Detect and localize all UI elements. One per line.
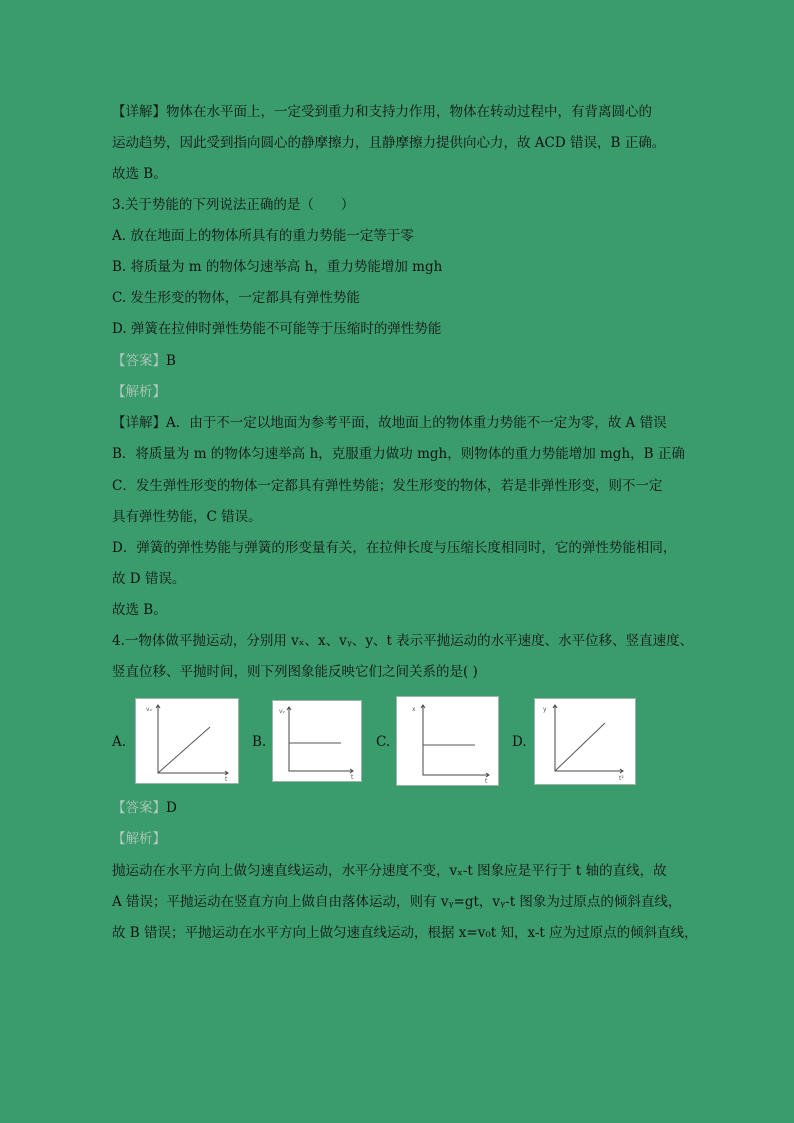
q3-answer [112, 351, 687, 371]
graph-b-axes [289, 707, 353, 771]
graph-b-xlabel: t [351, 774, 354, 781]
graph-a [136, 699, 238, 783]
graph-a-line [158, 727, 210, 773]
graph-c-axes [423, 705, 489, 775]
q4-analysis-line-1: 抛运动在水平方向上做匀速直线运动，水平分速度不变，vₓ-t 图象应是平行于 t 轴的直线，故 [112, 863, 667, 879]
figure-option-a-label: A. [112, 734, 127, 750]
q2-detail-line-1: 【详解】物体在水平面上，一定受到重力和支持力作用，物体在转动过程中，有背离圆心的 [112, 104, 652, 120]
q4-stem-line-1: 4.一物体做平抛运动，分别用 vₓ、x、vᵧ、y、t 表示平抛运动的水平速度、水平位移、竖直速度、 [112, 633, 694, 649]
q3-analysis-tag: 【解析】 [112, 384, 166, 400]
q4-analysis-tag: 【解析】 [112, 831, 166, 847]
figure-option-b [272, 700, 362, 782]
answer-value: B [166, 353, 176, 369]
graph-d-xlabel: t² [619, 775, 624, 782]
graph-d-line [555, 723, 605, 771]
q4-stem-line-2: 竖直位移、平抛时间，则下列图象能反映它们之间关系的是( ) [112, 664, 478, 680]
graph-d-ylabel: y [543, 706, 547, 713]
figure-option-c-label: C. [376, 734, 391, 750]
figure-option-b-label: B. [252, 734, 267, 750]
figure-option-c [396, 696, 499, 786]
graph-b [273, 701, 361, 781]
q3-detail-line-3: C．发生弹性形变的物体一定都具有弹性势能；发生形变的物体，若是非弹性形变，则不一定 [112, 478, 663, 494]
q4-analysis-line-2: A 错误；平抛运动在竖直方向上做自由落体运动，则有 vᵧ=gt，vᵧ-t 图象为过原点的倾斜直线， [112, 894, 682, 910]
graph-b-ylabel: vᵧ [279, 708, 285, 715]
q3-detail-line-5: D．弹簧的弹性势能与弹簧的形变量有关，在拉伸长度与压缩长度相同时，它的弹性势能相同， [112, 540, 677, 556]
q4-analysis-line-3: 故 B 错误；平抛运动在水平方向上做匀速直线运动，根据 x=v₀t 知，x-t 应为过原点的倾斜直线， [112, 925, 698, 941]
graph-a-xlabel: t [225, 776, 228, 783]
q2-conclusion: 故选 B。 [112, 166, 167, 182]
q3-detail-line-6: 故 D 错误。 [112, 571, 186, 587]
q3-detail-line-2: B．将质量为 m 的物体匀速举高 h，克服重力做功 mgh，则物体的重力势能增加 mgh，B 正确 [112, 446, 685, 462]
figure-option-a [135, 698, 239, 784]
q3-detail-line-1: 【详解】A．由于不一定以地面为参考平面，故地面上的物体重力势能不一定为零，故 A 错误 [112, 415, 667, 431]
q3-detail-line-4: 具有弹性势能，C 错误。 [112, 509, 262, 525]
answer-value: D [166, 800, 177, 816]
graph-a-ylabel: vₓ [146, 706, 153, 713]
q3-option-a: A. 放在地面上的物体所具有的重力势能一定等于零 [112, 228, 414, 244]
q3-stem: 3.关于势能的下列说法正确的是（ ） [112, 197, 355, 213]
q3-conclusion: 故选 B。 [112, 602, 167, 618]
q3-option-b: B. 将质量为 m 的物体匀速举高 h，重力势能增加 mgh [112, 259, 443, 275]
graph-d [535, 699, 635, 784]
figure-option-d-label: D. [512, 734, 527, 750]
answer-tag: 【答案】 [112, 353, 166, 369]
q2-detail-line-2: 运动趋势，因此受到指向圆心的静摩擦力，且静摩擦力提供向心力，故 ACD 错误，B 正确。 [112, 135, 666, 151]
graph-a-axes [158, 705, 228, 773]
q3-option-d: D. 弹簧在拉伸时弹性势能不可能等于压缩时的弹性势能 [112, 321, 442, 337]
graph-c [397, 697, 498, 785]
graph-c-ylabel: x [412, 706, 416, 713]
graph-c-xlabel: t [485, 778, 488, 785]
q3-option-c: C. 发生形变的物体，一定都具有弹性势能 [112, 290, 360, 306]
figure-option-d [534, 698, 636, 785]
q4-answer [112, 798, 687, 818]
answer-tag: 【答案】 [112, 800, 166, 816]
